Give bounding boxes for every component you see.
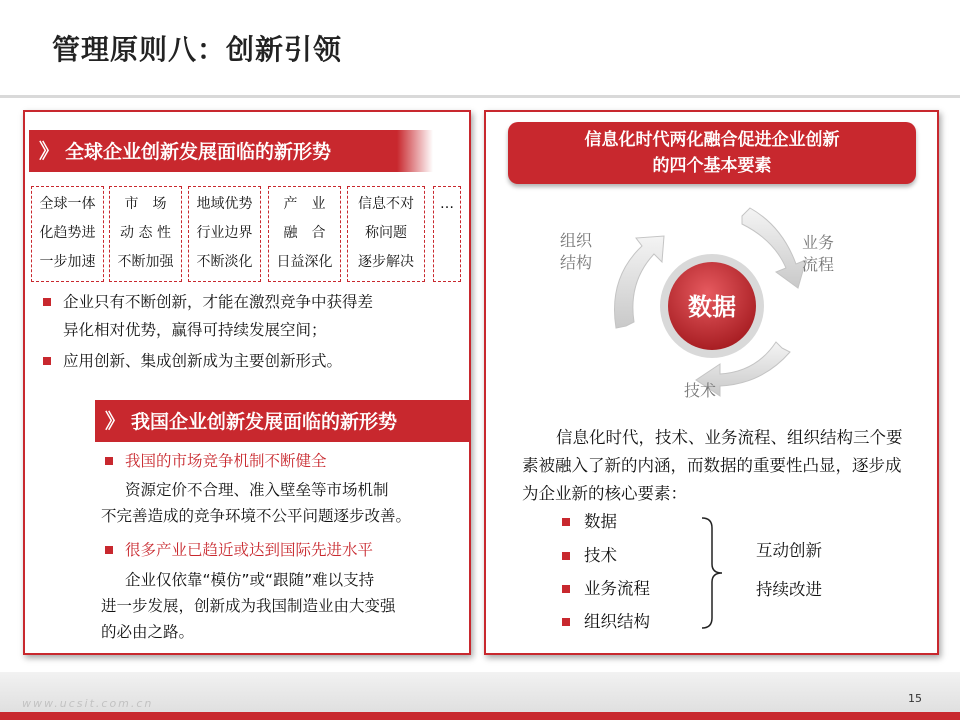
global-trends-banner: [29, 130, 397, 172]
trend-box-line: 全球一体: [39, 196, 96, 212]
trend-box-line: 地域优势: [196, 196, 253, 212]
bullet-square-icon: [562, 552, 570, 560]
trend-box-line: 市 场: [124, 196, 167, 212]
trend-box-line: 逐步解决: [358, 254, 414, 270]
bullet-text: 异化相对优势，赢得可持续发展空间；: [63, 321, 327, 339]
bullet-square-icon: [562, 618, 570, 626]
trend-box-line: 不断加强: [117, 254, 174, 270]
left-panel: [23, 110, 471, 655]
trend-box-regional: [188, 186, 261, 282]
element-text: 技术: [584, 546, 617, 565]
cycle-label-line: 业务: [802, 233, 835, 252]
banner-fade: [397, 130, 433, 172]
outcome-interactive-innovation: 互动创新: [756, 541, 822, 560]
right-brace-icon: [700, 516, 724, 630]
bullet-square-icon: [43, 298, 51, 306]
bullet-item: [63, 288, 463, 344]
slide-title: 管理原则八：创新引领: [52, 33, 343, 66]
right-panel-title: [508, 122, 916, 184]
title-line: 的四个基本要素: [652, 156, 772, 176]
point-heading: [125, 536, 465, 564]
title-divider: [0, 95, 960, 98]
footer-watermark: www.ucsit.com.cn: [22, 697, 154, 710]
paragraph-line: 信息化时代，技术、业务流程、组织结: [556, 428, 837, 447]
point-body-line: 企业仅依靠“模仿”或“跟随”难以支持: [125, 571, 375, 589]
page-number: 15: [908, 692, 922, 705]
cycle-arrow-left: [614, 236, 664, 328]
trend-box-industry: [268, 186, 341, 282]
bullet-text: 企业只有不断创新，才能在激烈竞争中获得差: [63, 293, 374, 311]
bullet-square-icon: [562, 585, 570, 593]
point-body-line: 进一步发展，创新成为我国制造业由大变强: [101, 597, 396, 615]
cycle-label-line: 组织: [560, 231, 593, 250]
point-heading: [125, 447, 455, 475]
element-item: [584, 610, 650, 634]
trend-box-line: 不断淡化: [196, 254, 253, 270]
cycle-label-line: 流程: [802, 255, 835, 274]
point-body: [101, 567, 471, 645]
trend-box-line: 动 态 性: [120, 225, 171, 241]
point-body-line: 不完善造成的竞争环境不公平问题逐步改善。: [101, 507, 412, 525]
trend-box-information: [347, 186, 425, 282]
trend-box-line: 信息不对: [358, 196, 414, 212]
element-text: 组织结构: [584, 612, 650, 631]
cycle-label-process: [802, 232, 834, 276]
banner-text: 全球企业创新发展面临的新形势: [65, 141, 332, 163]
point-heading-text: 很多产业已趋近或达到国际先进水平: [125, 541, 374, 559]
cycle-label-line: 结构: [560, 253, 593, 272]
trend-box-market: [109, 186, 182, 282]
trend-box-line: 日益深化: [276, 254, 333, 270]
trend-box-line: 行业边界: [196, 225, 253, 241]
chevron-icon: 》: [105, 409, 125, 433]
bullet-square-icon: [105, 457, 113, 465]
paragraph-line: 要性凸显，逐步成为企业新的核心要素：: [522, 456, 902, 503]
trend-box-more: [433, 186, 461, 282]
cycle-diagram: [592, 202, 835, 402]
point-heading-text: 我国的市场竞争机制不断健全: [125, 452, 327, 470]
banner-text: 我国企业创新发展面临的新形势: [131, 411, 398, 433]
bullet-square-icon: [562, 518, 570, 526]
trend-box-line: 称问题: [365, 225, 407, 241]
point-body: [101, 477, 471, 529]
trend-box-line: …: [440, 196, 454, 212]
bullet-item: [63, 347, 463, 375]
description-paragraph: [522, 424, 907, 508]
trend-box-line: 融 合: [283, 225, 326, 241]
title-line: 信息化时代两化融合促进企业创新: [584, 130, 840, 150]
trend-box-line: 化趋势进: [39, 225, 96, 241]
outcome-continuous-improvement: 持续改进: [756, 580, 822, 599]
element-item: [584, 510, 617, 534]
bullet-square-icon: [43, 357, 51, 365]
china-trends-banner: [95, 400, 469, 442]
element-text: 数据: [584, 512, 617, 531]
element-item: [584, 577, 650, 601]
element-item: [584, 544, 617, 568]
right-panel: [484, 110, 939, 655]
trend-box-line: 一步加速: [39, 254, 96, 270]
trend-box-line: 产 业: [283, 196, 326, 212]
point-body-line: 资源定价不合理、准入壁垒等市场机制: [125, 481, 389, 499]
center-label: 数据: [688, 293, 736, 321]
element-text: 业务流程: [584, 579, 650, 598]
paragraph-line: 构三个要素被融入了新的内涵，而数据的重: [522, 428, 903, 475]
bullet-text: 应用创新、集成创新成为主要创新形式。: [63, 352, 343, 370]
trend-box-globalization: [31, 186, 104, 282]
cycle-label-technology: 技术: [684, 381, 717, 400]
footer-red-strip: [0, 712, 960, 720]
cycle-label-organization: [560, 230, 592, 274]
bullet-square-icon: [105, 546, 113, 554]
chevron-icon: 》: [39, 139, 59, 163]
point-body-line: 的必由之路。: [101, 623, 195, 641]
